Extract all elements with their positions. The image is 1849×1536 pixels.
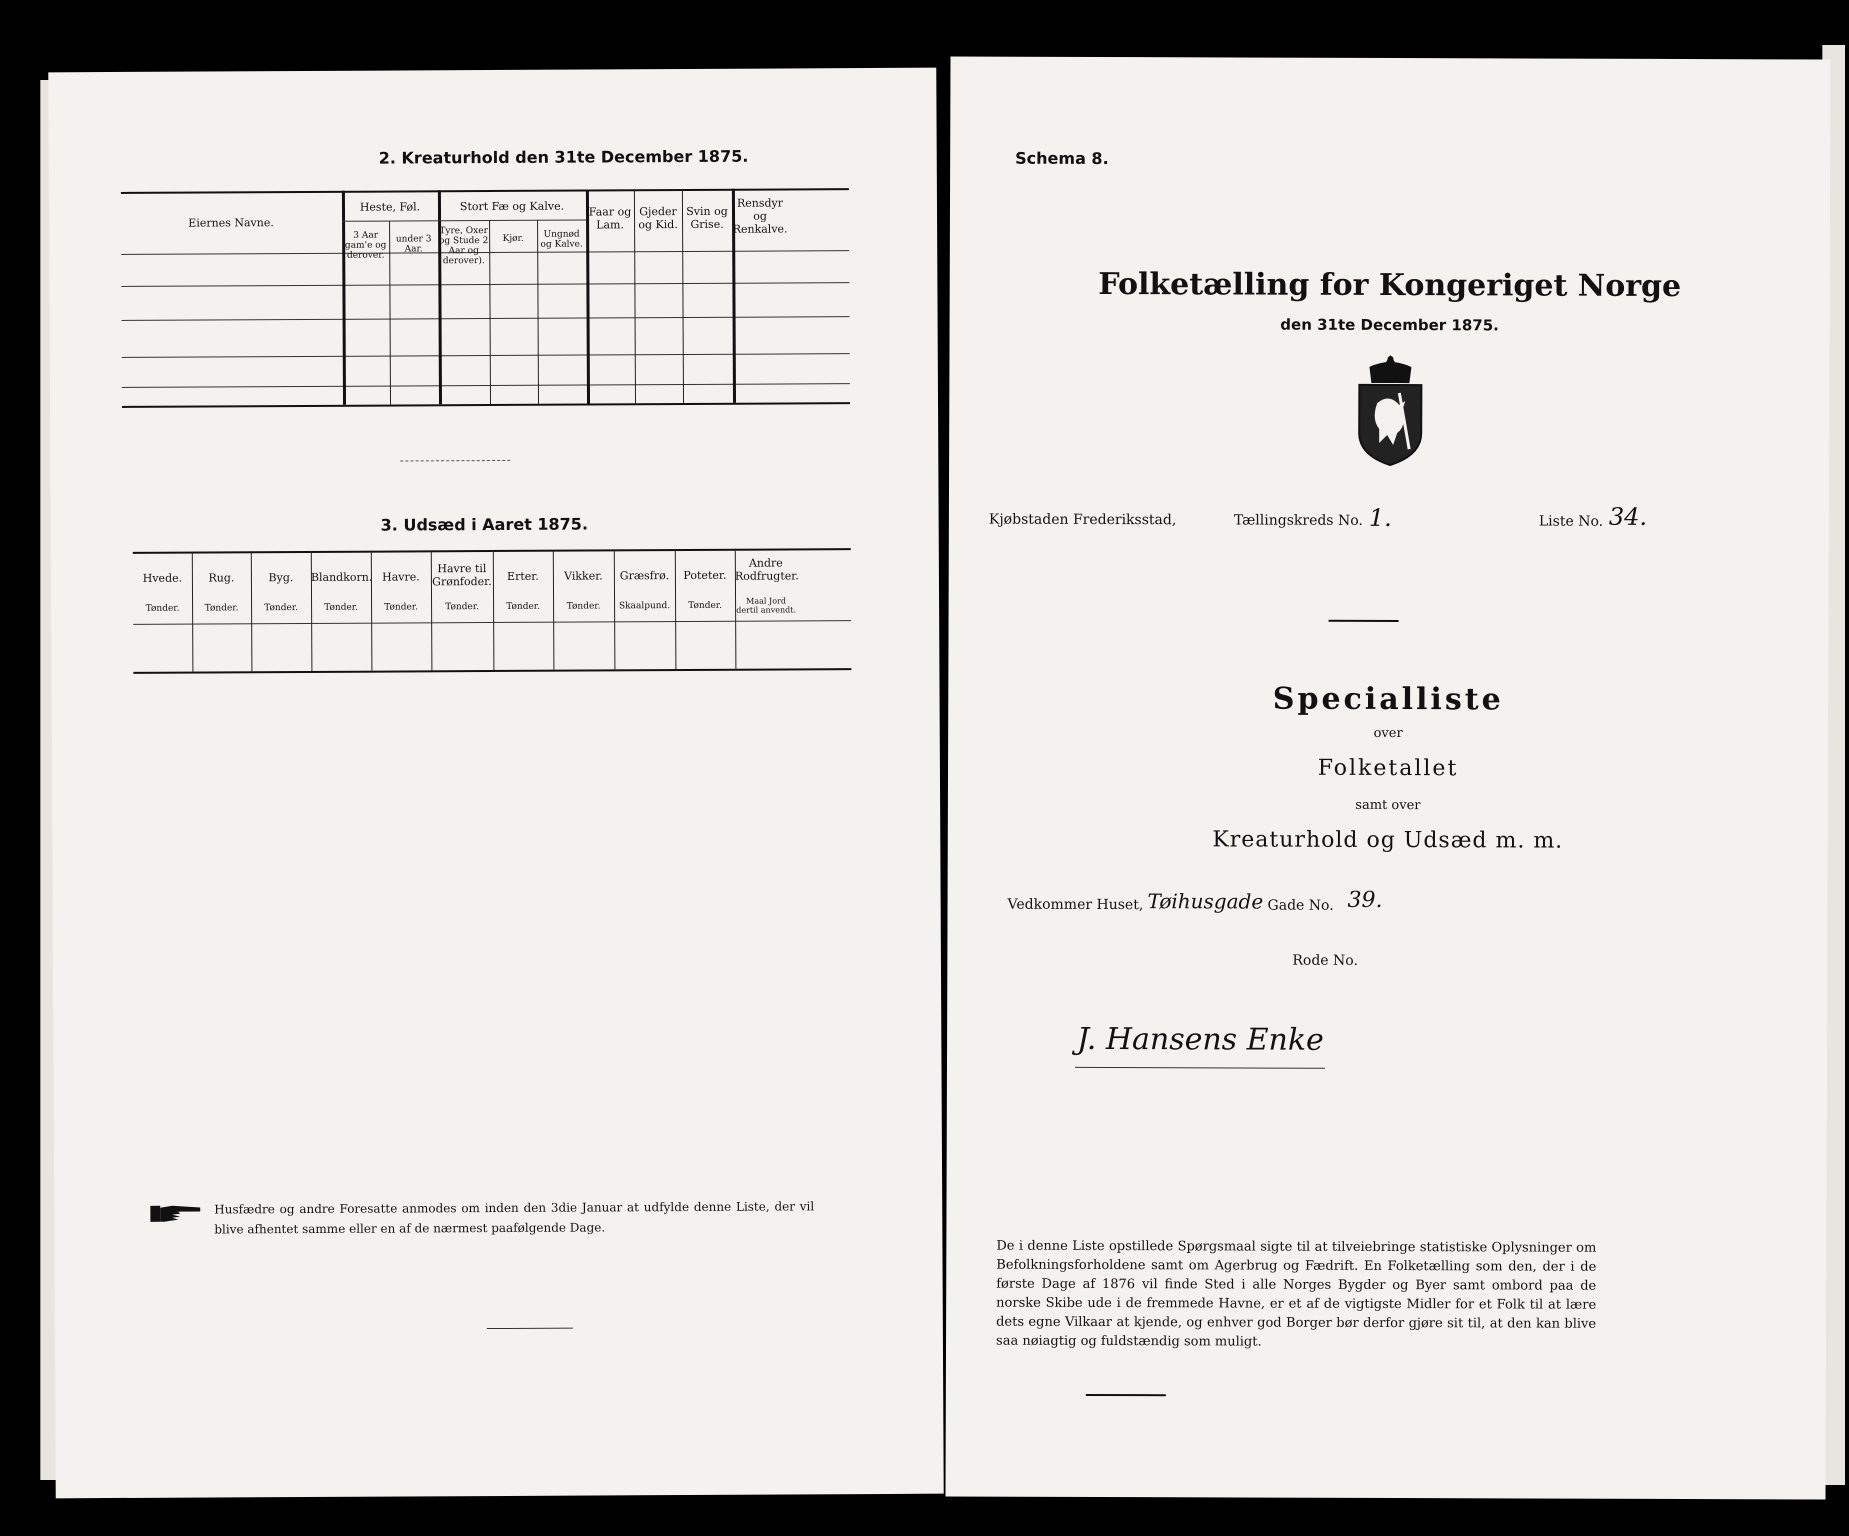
signature: J. Hansens Enke xyxy=(1077,1021,1324,1058)
seed-unit-oats: Tønder. xyxy=(384,602,418,613)
seed-title: 3. Udsæd i Aaret 1875. xyxy=(380,514,589,535)
seed-unit-barley: Tønder. xyxy=(264,603,298,614)
street-value: 39. xyxy=(1347,887,1383,913)
list-value: 34. xyxy=(1608,502,1648,531)
seed-col-vetch: Vikker. xyxy=(564,569,603,583)
heading-folketallet: Folketallet xyxy=(1317,755,1459,782)
col-reindeer: Rensdyr og Renkalve. xyxy=(732,196,788,236)
seed-unit-peas: Tønder. xyxy=(506,601,540,612)
separator xyxy=(400,460,510,462)
rule-2 xyxy=(1086,1394,1166,1396)
right-page xyxy=(945,56,1830,1499)
seed-unit-mixed-grain: Tønder. xyxy=(324,602,358,613)
seed-unit-vetch: Tønder. xyxy=(566,601,601,612)
seed-unit-grass-seed: Skaalpund. xyxy=(618,601,671,612)
street-label: Gade No. xyxy=(1267,897,1334,914)
notice-text: Husfædre og andre Foresatte anmodes om inden den 3die Januar at udfylde denne Liste, der vil blive afhentet samme eller en af de nærmest paafølgende Dage. xyxy=(214,1199,815,1237)
location-label: Kjøbstaden Frederiksstad, xyxy=(988,511,1177,529)
over-text: over xyxy=(1373,725,1403,742)
col-oxen: Tyre, Oxer og Stude 2 Aar og derover). xyxy=(438,226,489,267)
main-title: Folketælling for Kongeriget Norge xyxy=(1098,266,1682,305)
heading-specialliste: Specialliste xyxy=(1272,681,1504,718)
livestock-title: 2. Kreaturhold den 31te December 1875. xyxy=(378,146,749,168)
bottom-rule xyxy=(487,1328,573,1329)
col-young-cattle: Ungnød og Kalve. xyxy=(540,229,583,250)
heading-kreaturhold: Kreaturhold og Udsæd m. m. xyxy=(1212,827,1564,854)
seed-unit-green-fodder: Tønder. xyxy=(445,602,479,613)
seed-col-wheat: Hvede. xyxy=(142,571,183,585)
pointing-hand-icon xyxy=(150,1202,202,1230)
seed-col-grass-seed: Græsfrø. xyxy=(619,569,670,583)
house-label: Vedkommer Huset, xyxy=(1007,896,1144,914)
seed-col-mixed-grain: Blandkorn. xyxy=(310,570,373,584)
owner-name-header: Eiernes Navne. xyxy=(188,216,274,230)
col-horses-3yr: 3 Aar gam'e og derover. xyxy=(344,230,387,261)
seed-unit-rye: Tønder. xyxy=(204,603,239,614)
house-value: Tøihusgade xyxy=(1147,889,1264,914)
seed-unit-wheat: Tønder. xyxy=(145,603,180,614)
col-sheep: Faar og Lam. xyxy=(588,205,632,232)
seed-col-barley: Byg. xyxy=(268,571,294,585)
district-value: 1. xyxy=(1368,503,1392,533)
seed-col-peas: Erter. xyxy=(506,569,539,583)
coat-of-arms-icon xyxy=(1349,353,1431,472)
seed-col-potatoes: Poteter. xyxy=(683,568,727,583)
census-date: den 31te December 1875. xyxy=(1280,315,1499,335)
col-pigs: Svin og Grise. xyxy=(686,204,728,231)
samt-over-text: samt over xyxy=(1355,797,1421,814)
rode-label: Rode No. xyxy=(1292,952,1358,969)
rule-1 xyxy=(1329,620,1399,622)
col-horses-under3: under 3 Aar. xyxy=(395,234,432,255)
seed-unit-other-roots: Maal Jord dertil anvendt. xyxy=(736,596,796,615)
horses-header: Heste, Føl. xyxy=(359,200,421,214)
district-label: Tællingskreds No. xyxy=(1233,512,1363,529)
col-cows: Kjør. xyxy=(502,233,524,244)
seed-col-rye: Rug. xyxy=(208,571,235,585)
seed-col-other-roots: Andre Rodfrugter. xyxy=(734,556,799,583)
left-page xyxy=(48,68,943,1499)
seed-col-green-fodder: Havre til Grønfoder. xyxy=(432,562,492,589)
schema-label: Schema 8. xyxy=(1015,148,1109,169)
intro-text: De i denne Liste opstillede Spørgsmaal sigte til at tilveiebringe statistiske Oplysninger om Befolkningsforholdene samt om Agerbrug og Fædrift. En Folketælling som den, der i de første Dage af 1876 vil finde Sted i alle Norges Bygder og Byer samt ombord paa de norske Skibe ude i de fremmede Havne, er et af de vigtigste Midler for et Folk til at lære dets egne Vilkaar at kjende, og enhver god Borger bør derfor gjøre sit til, at den kan blive saa nøiagtig og fuldstændig som muligt. xyxy=(996,1238,1597,1350)
col-goats: Gjeder og Kid. xyxy=(638,205,678,232)
seed-unit-potatoes: Tønder. xyxy=(688,600,722,611)
seed-col-oats: Havre. xyxy=(382,570,420,584)
list-label: Liste No. xyxy=(1538,513,1604,530)
signature-line xyxy=(1075,1067,1325,1069)
cattle-header: Stort Fæ og Kalve. xyxy=(459,199,565,214)
